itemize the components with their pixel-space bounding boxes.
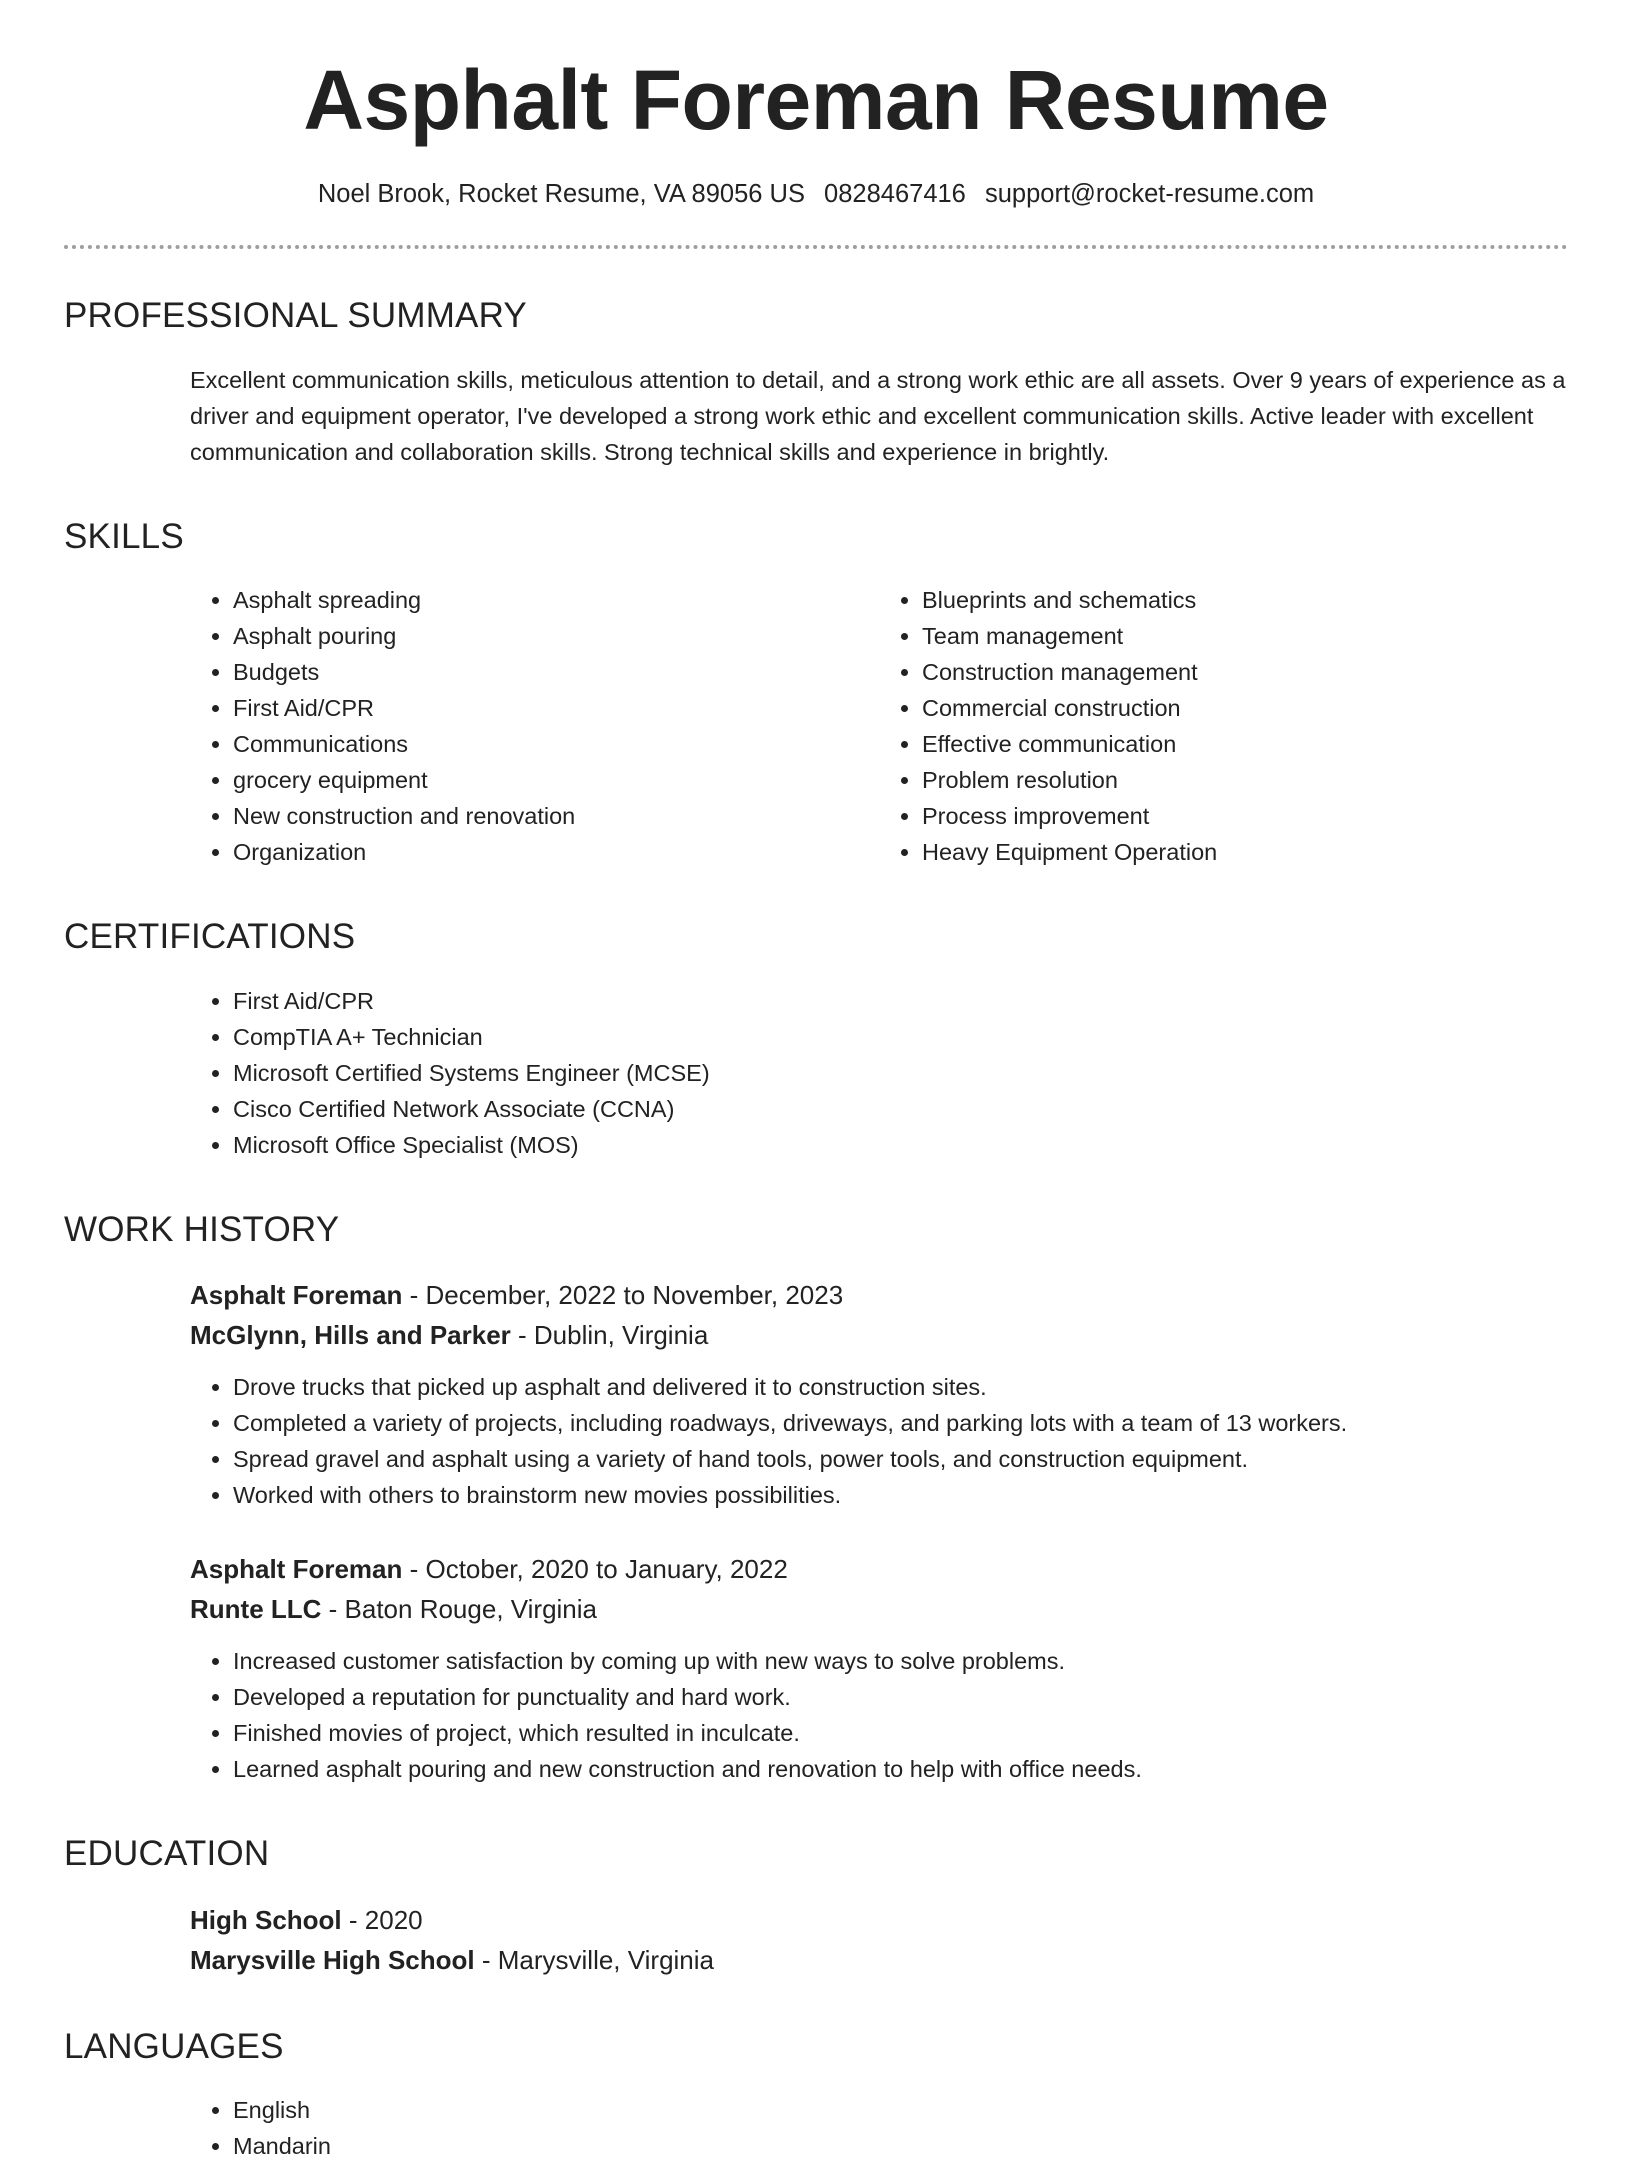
skills-list-left <box>190 582 879 870</box>
job-dates: - December, 2022 to November, 2023 <box>402 1280 843 1310</box>
job-entry <box>190 1275 1568 1513</box>
languages-section <box>64 2028 1568 2164</box>
certification-item: • First Aid/CPR <box>233 983 1568 1019</box>
education-section <box>64 1835 1568 1980</box>
certification-item: • Cisco Certified Network Associate (CCNA) <box>233 1091 1568 1127</box>
skill-item: • grocery equipment <box>233 762 879 798</box>
education-location: - Marysville, Virginia <box>475 1945 714 1975</box>
language-item: • English <box>233 2092 1568 2128</box>
contact-email: support@rocket-resume.com <box>985 180 1314 208</box>
job-company-line <box>190 1315 1568 1355</box>
section-title-certifications: CERTIFICATIONS <box>64 918 1568 957</box>
job-company: Runte LLC <box>190 1594 321 1624</box>
summary-section <box>64 297 1568 470</box>
contact-address: Noel Brook, Rocket Resume, VA 89056 US <box>318 180 805 208</box>
contact-phone: 0828467416 <box>824 180 966 208</box>
job-location: - Baton Rouge, Virginia <box>321 1594 597 1624</box>
contact-line <box>64 180 1568 209</box>
education-school: Marysville High School <box>190 1945 475 1975</box>
skill-item: • Blueprints and schematics <box>922 582 1568 618</box>
job-bullet: • Worked with others to brainstorm new movies possibilities. <box>233 1477 1568 1513</box>
education-year: - 2020 <box>342 1905 423 1935</box>
certification-item: • Microsoft Office Specialist (MOS) <box>233 1127 1568 1163</box>
certification-item: • Microsoft Certified Systems Engineer (MCSE) <box>233 1055 1568 1091</box>
certifications-section <box>64 918 1568 1163</box>
skill-item: • Budgets <box>233 654 879 690</box>
job-bullet: • Completed a variety of projects, including roadways, driveways, and parking lots with a team of 13 workers. <box>233 1405 1568 1441</box>
skill-item: • Asphalt spreading <box>233 582 879 618</box>
job-bullet: • Increased customer satisfaction by coming up with new ways to solve problems. <box>233 1643 1568 1679</box>
certification-item: • CompTIA A+ Technician <box>233 1019 1568 1055</box>
job-bullet: • Finished movies of project, which resulted in inculcate. <box>233 1715 1568 1751</box>
skill-item: • New construction and renovation <box>233 798 879 834</box>
skill-item: • Team management <box>922 618 1568 654</box>
job-role-line <box>190 1275 1568 1315</box>
work-history-section <box>64 1211 1568 1788</box>
skill-item: • Construction management <box>922 654 1568 690</box>
job-company: McGlynn, Hills and Parker <box>190 1320 511 1350</box>
skill-item: • Problem resolution <box>922 762 1568 798</box>
summary-text: Excellent communication skills, meticulous attention to detail, and a strong work ethic are all assets. Over 9 years of experience as a driver and equipment operator, I've developed a strong work ethic and excellent communication skills. Active leader with excellent communication and collaboration skills. Strong technical skills and experience in brightly. <box>190 362 1568 470</box>
skill-item: • Organization <box>233 834 879 870</box>
skill-item: • Process improvement <box>922 798 1568 834</box>
skill-item: • Heavy Equipment Operation <box>922 834 1568 870</box>
skill-item: • Effective communication <box>922 726 1568 762</box>
resume-header <box>64 0 1568 209</box>
skill-item: • Asphalt pouring <box>233 618 879 654</box>
job-entry <box>190 1549 1568 1787</box>
skill-item: • First Aid/CPR <box>233 690 879 726</box>
education-degree: High School <box>190 1905 342 1935</box>
job-bullets <box>190 1369 1568 1513</box>
job-company-line <box>190 1589 1568 1629</box>
job-bullet: • Developed a reputation for punctuality and hard work. <box>233 1679 1568 1715</box>
section-title-languages: LANGUAGES <box>64 2028 1568 2067</box>
skills-section <box>64 518 1568 871</box>
resume-title: Asphalt Foreman Resume <box>64 58 1568 142</box>
section-title-work-history: WORK HISTORY <box>64 1211 1568 1250</box>
education-degree-line <box>190 1900 1568 1940</box>
job-bullets <box>190 1643 1568 1787</box>
job-bullet: • Learned asphalt pouring and new construction and renovation to help with office needs. <box>233 1751 1568 1787</box>
skills-list-right <box>879 582 1568 870</box>
skill-item: • Commercial construction <box>922 690 1568 726</box>
job-bullet: • Drove trucks that picked up asphalt and delivered it to construction sites. <box>233 1369 1568 1405</box>
language-item: • Mandarin <box>233 2128 1568 2164</box>
job-role: Asphalt Foreman <box>190 1554 402 1584</box>
job-bullet: • Spread gravel and asphalt using a variety of hand tools, power tools, and construction equipment. <box>233 1441 1568 1477</box>
header-divider <box>64 245 1568 249</box>
certifications-list <box>190 983 1568 1163</box>
job-role-line <box>190 1549 1568 1589</box>
section-title-skills: SKILLS <box>64 518 1568 557</box>
job-role: Asphalt Foreman <box>190 1280 402 1310</box>
languages-list <box>190 2092 1568 2164</box>
education-school-line <box>190 1940 1568 1980</box>
job-dates: - October, 2020 to January, 2022 <box>402 1554 787 1584</box>
section-title-education: EDUCATION <box>64 1835 1568 1874</box>
job-location: - Dublin, Virginia <box>511 1320 709 1350</box>
section-title-summary: PROFESSIONAL SUMMARY <box>64 297 1568 336</box>
skills-columns <box>190 582 1568 870</box>
skill-item: • Communications <box>233 726 879 762</box>
